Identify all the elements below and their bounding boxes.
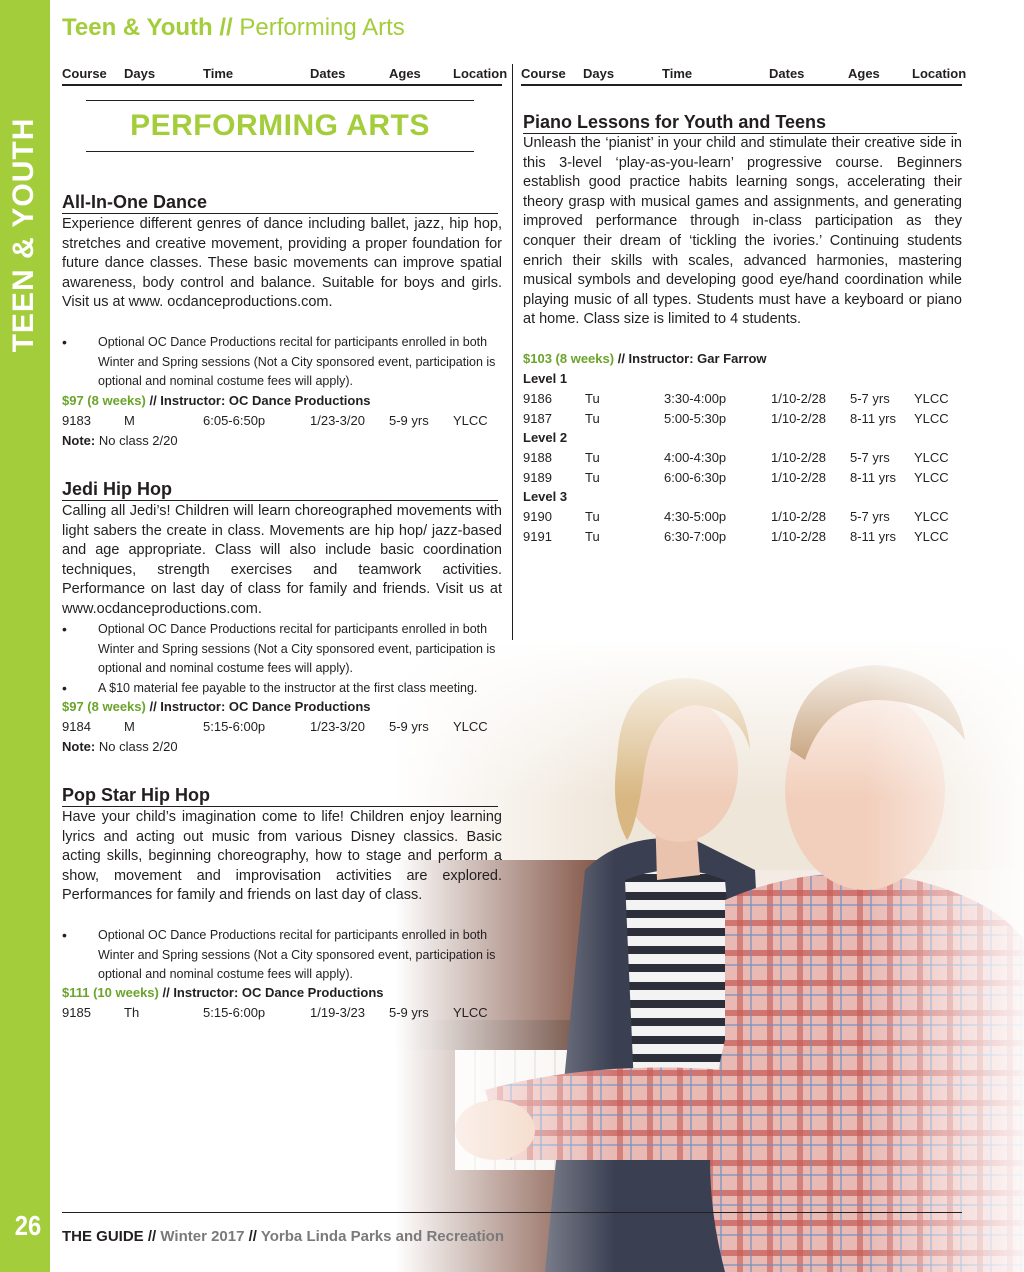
table-row <box>62 1005 502 1025</box>
course-title: Piano Lessons for Youth and Teens <box>523 112 957 134</box>
cell-time: 4:00-4:30p <box>664 450 727 465</box>
cell-days: Tu <box>585 470 600 485</box>
cell-course: 9189 <box>523 470 552 485</box>
course-bullets <box>62 333 502 392</box>
cell-time: 5:15-6:00p <box>203 1005 266 1020</box>
cell-dates: 1/10-2/28 <box>771 450 826 465</box>
instructor: // Instructor: OC Dance Productions <box>162 985 384 1000</box>
table-row <box>523 411 963 431</box>
col-ages: Ages <box>848 66 880 81</box>
page-number: 26 <box>14 1210 42 1241</box>
instructor: // Instructor: Gar Farrow <box>617 351 767 366</box>
price: $103 (8 weeks) <box>523 351 615 366</box>
col-dates: Dates <box>769 66 805 81</box>
cell-location: YLCC <box>914 470 949 485</box>
cell-location: YLCC <box>914 450 949 465</box>
cell-ages: 8-11 yrs <box>850 529 896 544</box>
col-days: Days <box>583 66 615 81</box>
header-category: Teen & Youth <box>62 14 213 41</box>
course-description: Unleash the ‘pianist’ in your child and stimulate their creative side in this 3-level ‘play-as-you-learn’ progressive course. Beginners establish good practice habits learning songs, accelerating their theory grasp with musical games and assignments, and generating improved performance through in-class participation as they conquer their dream of ‘tickling the ivories.’ Continuing students enrich their skills with scales, advanced harmonies, mastering musical symbols and developing good eye/hand coordination while playing music of all types. Students must have a keyboard or piano at home. Class size is limited to 4 students. <box>523 135 962 328</box>
table-row <box>62 413 502 433</box>
course-title: All-In-One Dance <box>62 192 498 214</box>
cell-ages: 5-9 yrs <box>389 413 429 428</box>
cell-days: Tu <box>585 411 600 426</box>
header-section: Performing Arts <box>239 14 405 41</box>
cell-ages: 5-7 yrs <box>850 391 890 406</box>
price: $97 (8 weeks) <box>62 699 146 714</box>
table-row <box>62 719 502 739</box>
bullet-item: • Optional OC Dance Productions recital for participants enrolled in both Winter and Spring sessions (Not a City sponsored event, participation is optional and nominal costume fees will apply). <box>62 926 502 985</box>
instructor: // Instructor: OC Dance Productions <box>149 699 371 714</box>
col-days: Days <box>124 66 156 81</box>
footer-sep: // <box>147 1228 157 1245</box>
col-time: Time <box>203 66 234 81</box>
cell-location: YLCC <box>453 1005 488 1020</box>
cell-course: 9191 <box>523 529 552 544</box>
level-label: Level 3 <box>523 489 568 504</box>
cell-location: YLCC <box>914 529 949 544</box>
col-course: Course <box>521 66 566 81</box>
cell-course: 9183 <box>62 413 91 428</box>
cell-days: Tu <box>585 529 600 544</box>
bullet-item: • A $10 material fee payable to the instructor at the first class meeting. <box>62 679 502 699</box>
cell-days: Tu <box>585 391 600 406</box>
cell-course: 9184 <box>62 719 91 734</box>
cell-dates: 1/19-3/23 <box>310 1005 365 1020</box>
course-bullets <box>62 926 502 985</box>
cell-dates: 1/10-2/28 <box>771 411 826 426</box>
cell-time: 4:30-5:00p <box>664 509 727 524</box>
cell-course: 9186 <box>523 391 552 406</box>
cell-days: Tu <box>585 509 600 524</box>
section-title: PERFORMING ARTS <box>130 109 430 142</box>
cell-dates: 1/10-2/28 <box>771 470 826 485</box>
page-header <box>62 14 405 42</box>
price: $97 (8 weeks) <box>62 393 146 408</box>
course-description: Have your child’s imagination come to life! Children enjoy learning lyrics and acting out music from various Disney classics. Basic acting skills, beginning choreography, how to stage and perform a show, movement and improvisation activities are explored. Performances for family and friends on last day of class. <box>62 809 502 904</box>
price-line <box>62 985 384 1000</box>
table-row <box>523 509 963 529</box>
cell-days: Tu <box>585 450 600 465</box>
price-line <box>62 699 371 714</box>
cell-time: 3:30-4:00p <box>664 391 727 406</box>
cell-location: YLCC <box>914 391 949 406</box>
bullet-item: • Optional OC Dance Productions recital for participants enrolled in both Winter and Spring sessions (Not a City sponsored event, participation is optional and nominal costume fees will apply). <box>62 620 502 679</box>
header-separator: // <box>219 14 233 41</box>
footer-season: Winter 2017 <box>160 1228 245 1245</box>
col-location: Location <box>453 66 508 81</box>
cell-time: 5:15-6:00p <box>203 719 266 734</box>
column-headers-left <box>62 64 508 86</box>
table-row <box>523 450 963 470</box>
cell-ages: 5-9 yrs <box>389 719 429 734</box>
bullet-item: • Optional OC Dance Productions recital for participants enrolled in both Winter and Spring sessions (Not a City sponsored event, participation is optional and nominal costume fees will apply). <box>62 333 502 392</box>
cell-location: YLCC <box>914 509 949 524</box>
page-footer <box>62 1228 504 1245</box>
course-title: Pop Star Hip Hop <box>62 785 498 807</box>
cell-days: Th <box>124 1005 140 1020</box>
col-course: Course <box>62 66 107 81</box>
footer-org: Yorba Linda Parks and Recreation <box>260 1228 505 1245</box>
col-location: Location <box>912 66 967 81</box>
footer-divider <box>62 1212 962 1213</box>
course-description: Experience different genres of dance including ballet, jazz, hip hop, stretches and creative movement, providing a proper foundation for future dance classes. These basic movements can improve spatial awareness, body control and balance. Suitable for boys and girls. Visit us at www. ocdanceproductions.com. <box>62 216 502 311</box>
price: $111 (10 weeks) <box>62 985 159 1000</box>
cell-location: YLCC <box>453 413 488 428</box>
col-time: Time <box>662 66 693 81</box>
level-label: Level 2 <box>523 430 568 445</box>
cell-days: M <box>124 413 135 428</box>
course-note: Note: No class 2/20 <box>62 739 178 754</box>
table-row <box>523 470 963 490</box>
course-note: Note: No class 2/20 <box>62 433 178 448</box>
cell-dates: 1/10-2/28 <box>771 391 826 406</box>
course-bullets <box>62 620 502 698</box>
cell-days: M <box>124 719 135 734</box>
section-title-box <box>86 100 474 152</box>
cell-ages: 5-7 yrs <box>850 450 890 465</box>
cell-time: 5:00-5:30p <box>664 411 727 426</box>
cell-dates: 1/23-3/20 <box>310 413 365 428</box>
cell-ages: 5-9 yrs <box>389 1005 429 1020</box>
cell-time: 6:05-6:50p <box>203 413 266 428</box>
footer-guide: THE GUIDE <box>62 1228 144 1245</box>
cell-course: 9185 <box>62 1005 91 1020</box>
sidebar <box>0 0 50 1272</box>
cell-ages: 8-11 yrs <box>850 411 896 426</box>
cell-location: YLCC <box>914 411 949 426</box>
cell-dates: 1/10-2/28 <box>771 529 826 544</box>
cell-course: 9188 <box>523 450 552 465</box>
footer-sep: // <box>248 1228 257 1245</box>
cell-course: 9187 <box>523 411 552 426</box>
cell-location: YLCC <box>453 719 488 734</box>
cell-time: 6:30-7:00p <box>664 529 727 544</box>
course-description: Calling all Jedi’s! Children will learn choreographed movements with light sabers the create in class. Movements are hip hop/ jazz-based and age appropriate. Class will also include basic coordination techniques, strength exercises and teamwork activities. Performance on last day of class for family and friends. Visit us at www.ocdanceproductions.com. <box>62 503 502 617</box>
table-row <box>523 529 963 549</box>
cell-ages: 8-11 yrs <box>850 470 896 485</box>
col-ages: Ages <box>389 66 421 81</box>
table-row <box>523 391 963 411</box>
cell-course: 9190 <box>523 509 552 524</box>
cell-dates: 1/23-3/20 <box>310 719 365 734</box>
price-line <box>62 393 371 408</box>
level-label: Level 1 <box>523 371 568 386</box>
sidebar-label: TEEN & YOUTH <box>7 117 40 353</box>
column-headers-right <box>521 64 967 86</box>
col-dates: Dates <box>310 66 346 81</box>
cell-time: 6:00-6:30p <box>664 470 727 485</box>
instructor: // Instructor: OC Dance Productions <box>149 393 371 408</box>
price-line <box>523 351 767 366</box>
course-title: Jedi Hip Hop <box>62 479 498 501</box>
cell-ages: 5-7 yrs <box>850 509 890 524</box>
cell-dates: 1/10-2/28 <box>771 509 826 524</box>
